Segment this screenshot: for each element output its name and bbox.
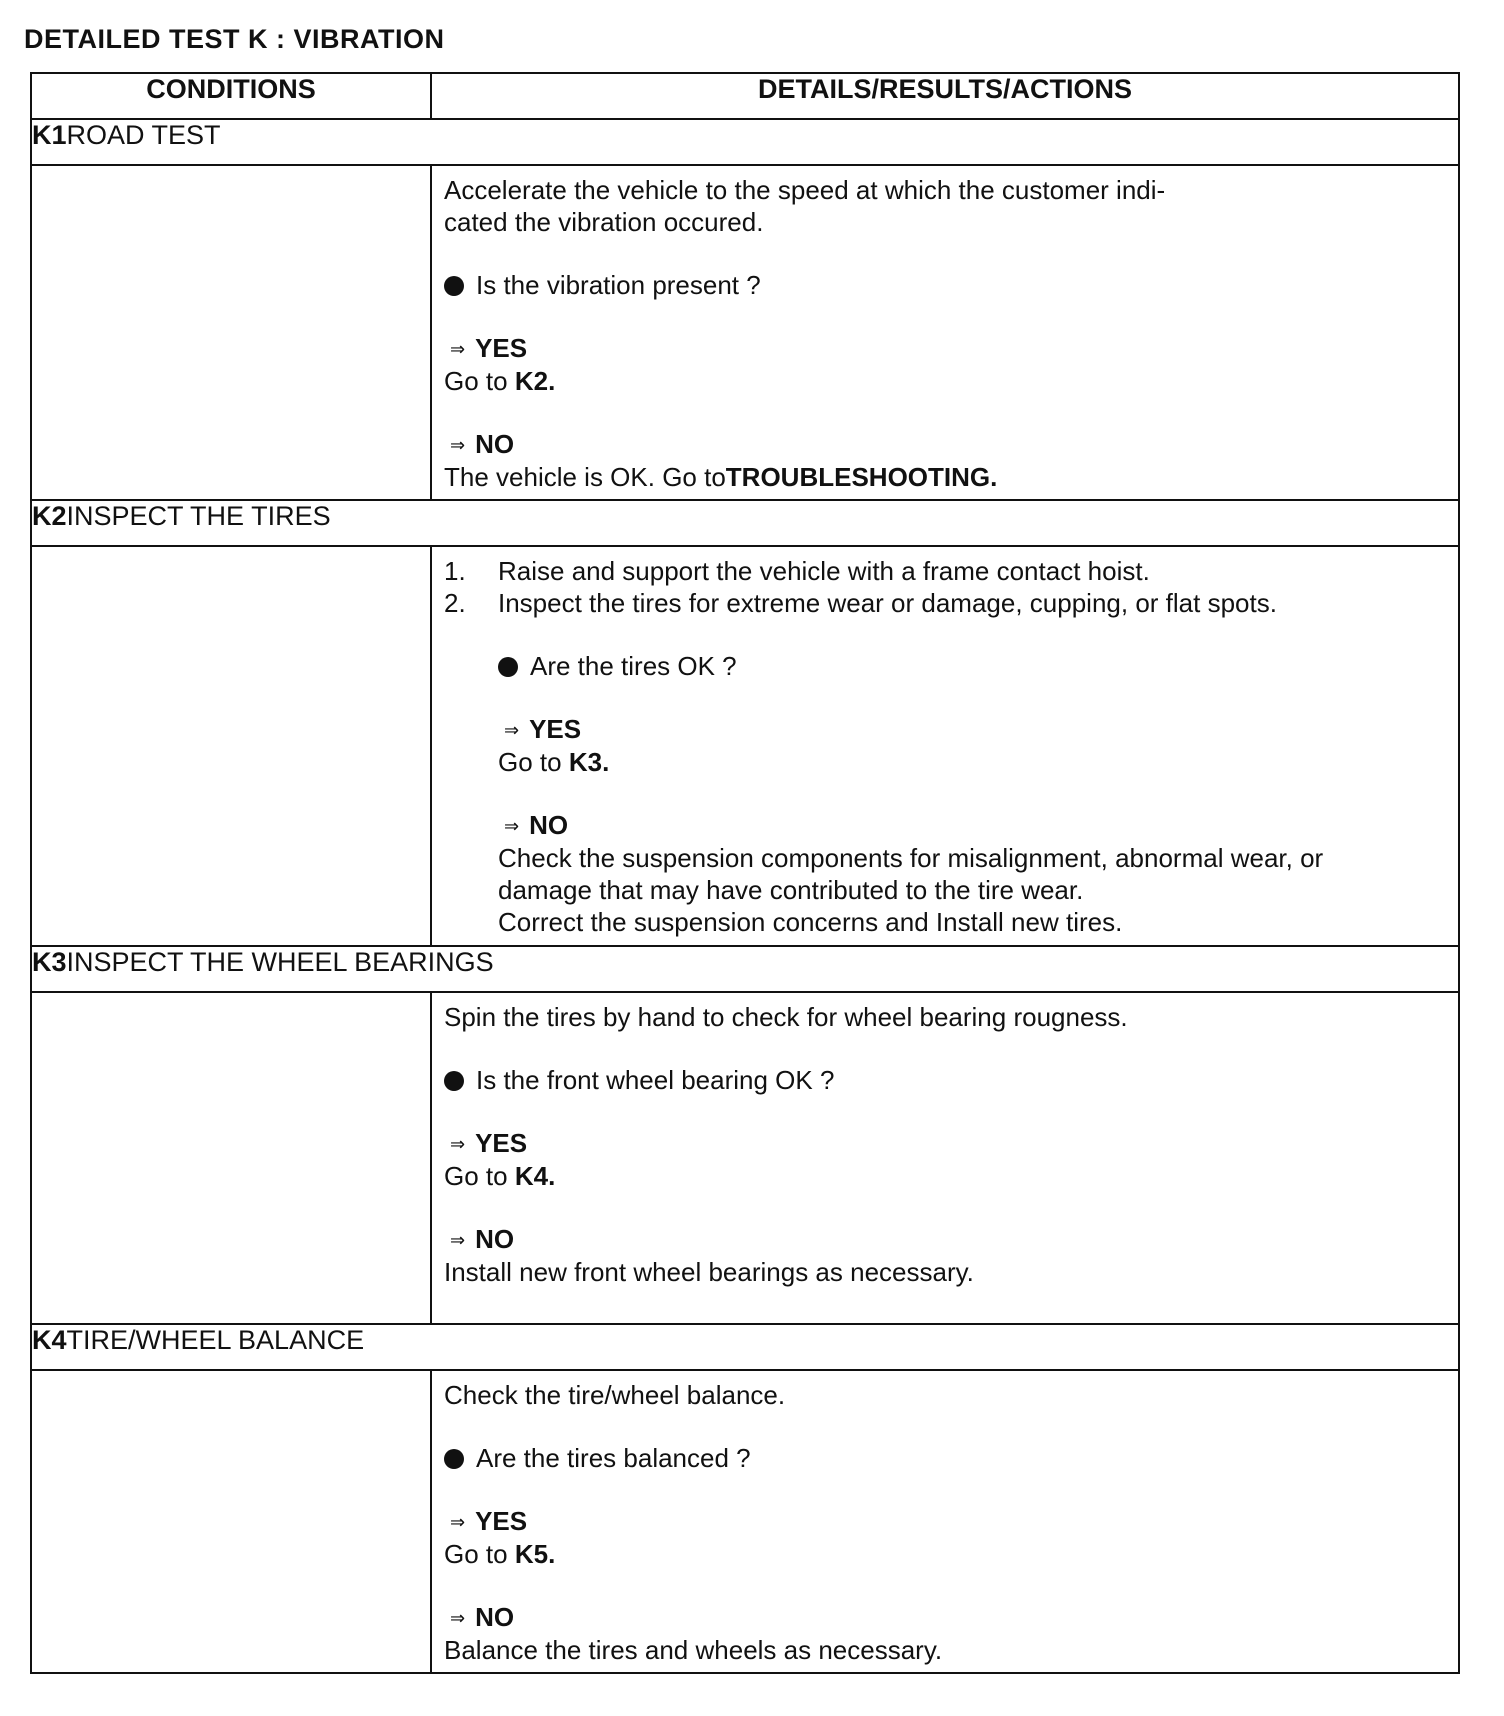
step-title-k1 bbox=[31, 119, 1459, 165]
yes-branch: ⇒ YES bbox=[504, 714, 582, 744]
arrow-right-icon: ⇒ bbox=[504, 816, 520, 836]
question: Are the tires OK ? bbox=[498, 650, 1446, 682]
no-action: The vehicle is OK. Go toTROUBLESHOOTING. bbox=[444, 462, 998, 492]
intro-text: Accelerate the vehicle to the speed at which the customer indi- bbox=[444, 175, 1166, 205]
step-body-k2 bbox=[31, 546, 1459, 946]
no-action: Balance the tires and wheels as necessary. bbox=[444, 1635, 943, 1665]
arrow-right-icon: ⇒ bbox=[450, 339, 466, 359]
yes-branch: ⇒ YES bbox=[450, 1506, 528, 1536]
step-code: K1 bbox=[32, 120, 67, 150]
goto-link[interactable]: K2. bbox=[514, 366, 556, 396]
no-action: Correct the suspension concerns and Install new tires. bbox=[498, 907, 1123, 937]
conditions-cell bbox=[31, 1370, 431, 1673]
step-name: ROAD TEST bbox=[66, 120, 221, 150]
step-title-k3 bbox=[31, 946, 1459, 992]
step-code: K2 bbox=[32, 501, 67, 531]
yes-action: Go to K3. bbox=[498, 747, 610, 777]
details-cell bbox=[431, 165, 1459, 500]
step-title-k4 bbox=[31, 1324, 1459, 1370]
no-branch: ⇒ NO bbox=[504, 810, 569, 840]
step-name: INSPECT THE TIRES bbox=[66, 501, 331, 531]
no-branch: ⇒ NO bbox=[450, 1224, 515, 1254]
step-name: INSPECT THE WHEEL BEARINGS bbox=[66, 947, 494, 977]
details-cell bbox=[431, 546, 1459, 946]
arrow-right-icon: ⇒ bbox=[450, 1512, 466, 1532]
yes-action: Go to K5. bbox=[444, 1539, 556, 1569]
page-title: DETAILED TEST K : VIBRATION bbox=[24, 24, 445, 54]
question: Are the tires balanced ? bbox=[444, 1442, 1446, 1474]
no-branch: ⇒ NO bbox=[450, 429, 515, 459]
yes-branch: ⇒ YES bbox=[450, 1128, 528, 1158]
question: Is the front wheel bearing OK ? bbox=[444, 1064, 1446, 1096]
no-action: Install new front wheel bearings as necessary. bbox=[444, 1257, 974, 1287]
step-row-k4 bbox=[31, 1324, 1459, 1370]
step-code: K4 bbox=[32, 1325, 67, 1355]
intro-text: Check the tire/wheel balance. bbox=[444, 1380, 786, 1410]
bullet-icon bbox=[444, 1449, 464, 1469]
details-cell bbox=[431, 992, 1459, 1324]
arrow-right-icon: ⇒ bbox=[504, 720, 520, 740]
arrow-right-icon: ⇒ bbox=[450, 1230, 466, 1250]
step-body-k3 bbox=[31, 992, 1459, 1324]
goto-link[interactable]: TROUBLESHOOTING. bbox=[725, 462, 998, 492]
details-cell bbox=[431, 1370, 1459, 1673]
conditions-cell bbox=[31, 546, 431, 946]
step-title-k2 bbox=[31, 500, 1459, 546]
numbered-step: 1. Raise and support the vehicle with a frame contact hoist. bbox=[444, 556, 1150, 586]
step-row-k2 bbox=[31, 500, 1459, 546]
goto-link[interactable]: K3. bbox=[568, 747, 610, 777]
numbered-step: 2. Inspect the tires for extreme wear or damage, cupping, or flat spots. bbox=[444, 588, 1277, 618]
intro-text: Spin the tires by hand to check for wheel bearing rougness. bbox=[444, 1002, 1128, 1032]
arrow-right-icon: ⇒ bbox=[450, 435, 466, 455]
yes-action: Go to K4. bbox=[444, 1161, 556, 1191]
no-action: damage that may have contributed to the tire wear. bbox=[498, 875, 1084, 905]
details-header: DETAILS/RESULTS/ACTIONS bbox=[431, 73, 1459, 119]
step-body-k1 bbox=[31, 165, 1459, 500]
intro-text: cated the vibration occured. bbox=[444, 207, 764, 237]
goto-link[interactable]: K4. bbox=[514, 1161, 556, 1191]
step-body-k4 bbox=[31, 1370, 1459, 1673]
diagnostic-table bbox=[30, 72, 1460, 1674]
step-row-k1 bbox=[31, 119, 1459, 165]
question: Is the vibration present ? bbox=[444, 269, 1446, 301]
conditions-header: CONDITIONS bbox=[31, 73, 431, 119]
conditions-cell bbox=[31, 165, 431, 500]
step-code: K3 bbox=[32, 947, 67, 977]
goto-link[interactable]: K5. bbox=[514, 1539, 556, 1569]
step-row-k3 bbox=[31, 946, 1459, 992]
conditions-cell bbox=[31, 992, 431, 1324]
yes-branch: ⇒ YES bbox=[450, 333, 528, 363]
bullet-icon bbox=[444, 276, 464, 296]
arrow-right-icon: ⇒ bbox=[450, 1134, 466, 1154]
arrow-right-icon: ⇒ bbox=[450, 1608, 466, 1628]
yes-action: Go to K2. bbox=[444, 366, 556, 396]
bullet-icon bbox=[444, 1071, 464, 1091]
step-name: TIRE/WHEEL BALANCE bbox=[66, 1325, 365, 1355]
table-header-row bbox=[31, 73, 1459, 119]
no-branch: ⇒ NO bbox=[450, 1602, 515, 1632]
bullet-icon bbox=[498, 657, 518, 677]
no-action: Check the suspension components for misalignment, abnormal wear, or bbox=[498, 843, 1324, 873]
